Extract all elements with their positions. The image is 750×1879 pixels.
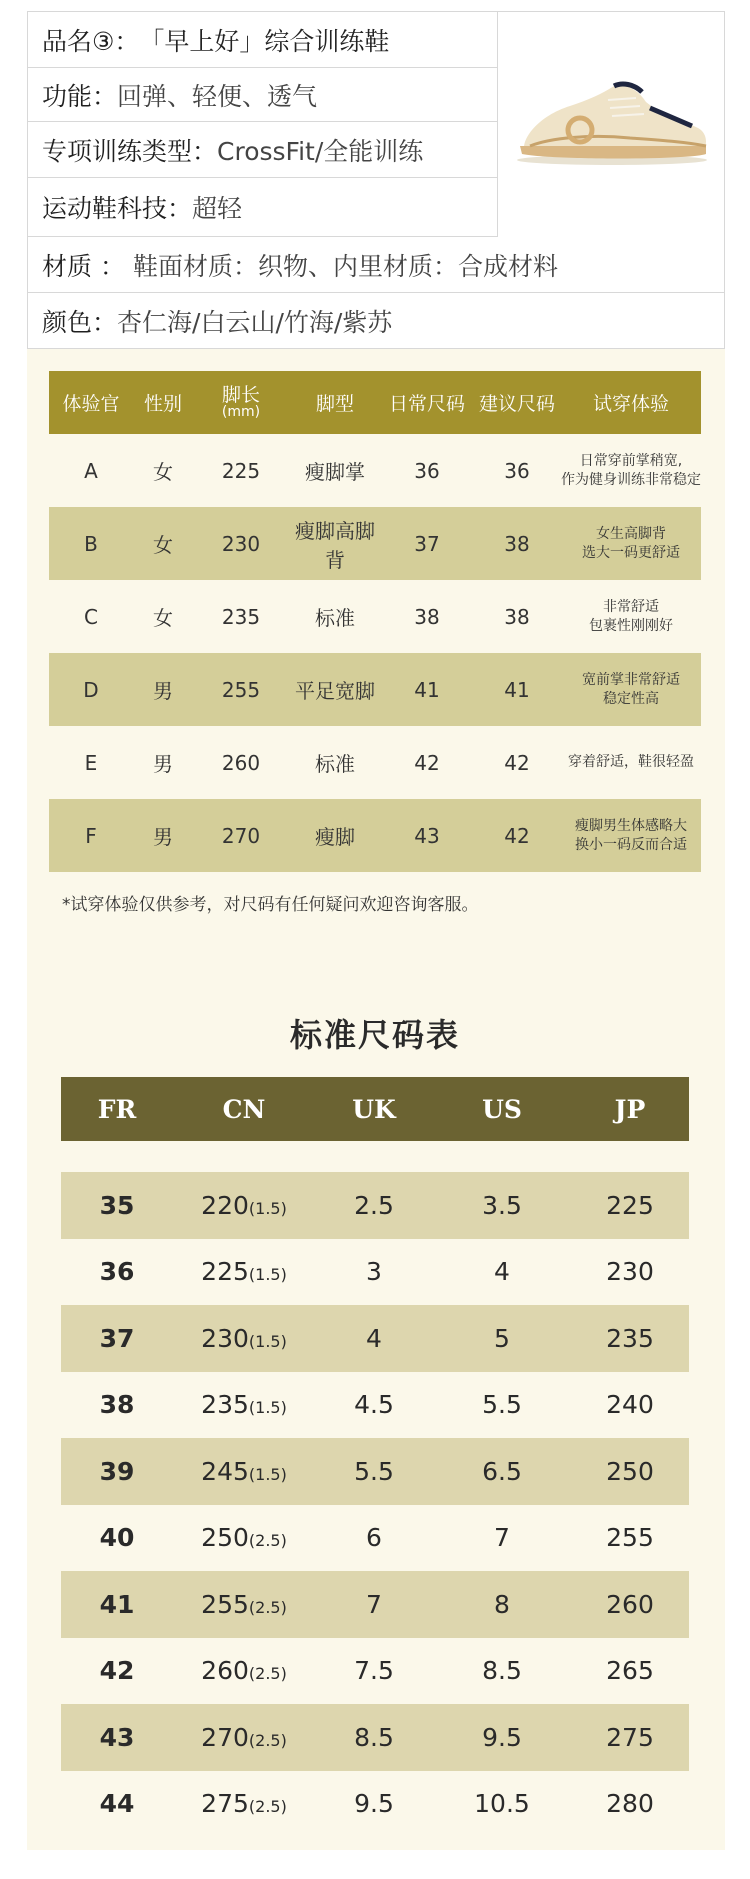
header-foot-type: 脚型 [315,393,354,415]
cn-sub: (2.5) [248,1531,287,1551]
cn-sub: (1.5) [248,1198,287,1218]
trial-row [49,799,701,872]
gender-cell: 男 [153,825,173,849]
function-value: 回弹、轻便、透气 [117,81,318,111]
trial-row [49,580,701,653]
header-fr: FR [97,1094,137,1124]
header-foot-length-unit: (mm) [221,404,261,420]
us-cell: 8.5 [482,1656,522,1686]
tester-cell: C [84,604,98,629]
uk-cell: 3 [366,1257,382,1287]
trial-table [49,371,701,872]
size-row [61,1172,689,1239]
header-tester: 体验官 [62,393,120,415]
experience-cell [561,525,701,563]
cn-value: 220 [201,1190,249,1220]
foot-type-cell: 瘦脚掌 [305,460,365,484]
size-table-header [61,1077,689,1141]
cn-value: 225 [201,1257,249,1287]
function-row [28,68,498,122]
cn-value: 235 [201,1390,249,1420]
experience-cell [561,598,701,636]
header-us: US [482,1094,522,1124]
size-row [61,1638,689,1705]
experience-line: 女生高脚背 [596,525,666,542]
product-info-card [27,11,725,349]
suggested-size-cell: 42 [504,823,530,848]
uk-cell: 2.5 [354,1190,394,1220]
cn-cell [173,1457,315,1486]
cn-cell [173,1390,315,1419]
daily-size-cell: 38 [414,604,440,629]
trial-row [49,507,701,580]
experience-line: 作为健身训练非常稳定 [561,471,701,488]
product-name-value: 「早上好」综合训练鞋 [139,26,390,56]
foot-type-cell: 平足宽脚 [295,679,375,703]
us-cell: 9.5 [482,1722,522,1752]
shoe-illustration [510,80,715,170]
jp-cell: 280 [606,1789,654,1819]
cn-value: 255 [201,1589,249,1619]
training-type-label: 专项训练类型： [42,136,218,166]
length-cell: 255 [221,677,261,702]
cn-value: 245 [201,1456,249,1486]
us-cell: 10.5 [474,1789,530,1819]
jp-cell: 260 [606,1589,654,1619]
us-cell: 3.5 [482,1190,522,1220]
tech-value: 超轻 [192,194,243,223]
product-name-row [28,12,498,68]
cn-sub: (1.5) [248,1398,287,1418]
fr-cell: 40 [99,1523,135,1553]
foot-type-cell: 瘦脚 [315,825,355,849]
header-suggested-size: 建议尺码 [478,393,555,415]
size-row [61,1704,689,1771]
us-cell: 5 [494,1323,510,1353]
header-daily-size: 日常尺码 [388,393,465,415]
color-row [28,293,724,349]
tester-cell: B [84,531,98,556]
experience-line: 日常穿前掌稍宽, [579,452,683,469]
length-cell: 225 [221,458,261,483]
foot-type-cell: 标准 [315,752,355,776]
jp-cell: 225 [606,1190,654,1220]
daily-size-cell: 37 [414,531,440,556]
cn-value: 250 [201,1523,249,1553]
uk-cell: 5.5 [354,1456,394,1486]
cn-sub: (1.5) [248,1331,287,1351]
cn-sub: (2.5) [248,1730,287,1750]
cn-sub: (2.5) [248,1664,287,1684]
length-cell: 230 [221,531,261,556]
header-experience: 试穿体验 [592,393,669,415]
experience-cell [561,671,701,709]
trial-row [49,434,701,507]
foot-type-cell: 瘦脚高脚背 [295,518,375,572]
fr-cell: 44 [99,1789,135,1819]
header-cn: CN [222,1094,266,1124]
daily-size-cell: 43 [414,823,440,848]
size-table-title: 标准尺码表 [289,1016,460,1054]
header-foot-length [193,385,289,420]
material-row [28,237,724,293]
cn-cell [173,1257,315,1286]
daily-size-cell: 42 [414,750,440,775]
uk-cell: 9.5 [354,1789,394,1819]
training-type-row [28,122,498,178]
experience-cell [561,753,701,772]
jp-cell: 250 [606,1456,654,1486]
uk-cell: 7 [366,1589,382,1619]
fr-cell: 39 [99,1456,135,1486]
uk-cell: 4.5 [354,1390,394,1420]
cn-sub: (1.5) [248,1464,287,1484]
tech-row [28,178,498,237]
size-row [61,1438,689,1505]
jp-cell: 235 [606,1323,654,1353]
size-row [61,1305,689,1372]
daily-size-cell: 36 [414,458,440,483]
cn-cell [173,1723,315,1752]
gender-cell: 女 [153,460,173,484]
cn-value: 275 [201,1789,249,1819]
gender-cell: 男 [153,752,173,776]
experience-cell [561,452,701,490]
experience-line: 瘦脚男生体感略大 [575,817,687,834]
us-cell: 5.5 [482,1390,522,1420]
tester-cell: A [84,458,98,483]
daily-size-cell: 41 [414,677,440,702]
tester-cell: D [83,677,99,702]
fr-cell: 42 [99,1656,135,1686]
jp-cell: 255 [606,1523,654,1553]
experience-line: 选大一码更舒适 [582,544,680,561]
material-value: 鞋面材质：织物、内里材质：合成材料 [132,251,558,281]
gender-cell: 女 [153,533,173,557]
shoe-image [499,12,726,237]
experience-line: 换小一码反而合适 [575,836,687,853]
fr-cell: 38 [99,1390,135,1420]
experience-line: 非常舒适 [603,598,659,615]
fr-cell: 35 [99,1190,135,1220]
tester-cell: F [85,823,97,848]
cn-sub: (1.5) [248,1265,287,1285]
jp-cell: 265 [606,1656,654,1686]
cn-value: 260 [201,1656,249,1686]
jp-cell: 275 [606,1722,654,1752]
header-uk: UK [352,1094,396,1124]
cn-cell [173,1590,315,1619]
cn-cell [173,1191,315,1220]
cn-value: 230 [201,1323,249,1353]
uk-cell: 7.5 [354,1656,394,1686]
experience-line: 宽前掌非常舒适 [582,671,680,688]
uk-cell: 8.5 [354,1722,394,1752]
jp-cell: 240 [606,1390,654,1420]
material-label: 材质 ： [42,251,125,281]
cn-cell [173,1656,315,1685]
size-table-body [61,1172,689,1837]
color-label: 颜色： [42,308,118,337]
uk-cell: 6 [366,1523,382,1553]
header-jp: JP [614,1094,646,1124]
suggested-size-cell: 41 [504,677,530,702]
suggested-size-cell: 38 [504,531,530,556]
cn-cell [173,1789,315,1818]
trial-row [49,653,701,726]
fr-cell: 36 [99,1257,135,1287]
experience-cell [561,817,701,855]
us-cell: 4 [494,1257,510,1287]
gender-cell: 男 [153,679,173,703]
jp-cell: 230 [606,1257,654,1287]
color-value: 杏仁海/白云山/竹海/紫苏 [117,308,393,337]
tech-label: 运动鞋科技： [42,194,193,223]
cn-value: 270 [201,1722,249,1752]
tester-cell: E [84,750,98,775]
header-foot-length-label: 脚长 [221,384,260,406]
us-cell: 6.5 [482,1456,522,1486]
us-cell: 8 [494,1589,510,1619]
fr-cell: 41 [99,1589,135,1619]
function-label: 功能： [42,81,118,111]
length-cell: 270 [221,823,261,848]
cn-cell [173,1324,315,1353]
trial-table-header [49,371,701,434]
trial-note: *试穿体验仅供参考，对尺码有任何疑问欢迎咨询客服。 [62,895,479,915]
cn-sub: (2.5) [248,1797,287,1817]
suggested-size-cell: 42 [504,750,530,775]
experience-line: 穿着舒适，鞋很轻盈 [568,754,694,770]
cn-sub: (2.5) [248,1597,287,1617]
size-row [61,1372,689,1439]
header-gender: 性别 [143,393,182,415]
size-row [61,1771,689,1838]
trial-row [49,726,701,799]
size-row [61,1571,689,1638]
foot-type-cell: 标准 [315,606,355,630]
fr-cell: 37 [99,1323,135,1353]
size-row [61,1505,689,1572]
experience-line: 稳定性高 [603,690,659,707]
suggested-size-cell: 36 [504,458,530,483]
gender-cell: 女 [153,606,173,630]
length-cell: 260 [221,750,261,775]
cn-cell [173,1523,315,1552]
product-name-label: 品名③： [42,26,140,56]
size-row [61,1239,689,1306]
fr-cell: 43 [99,1722,135,1752]
training-type-value: CrossFit/全能训练 [217,136,424,166]
length-cell: 235 [221,604,261,629]
experience-line: 包裹性刚刚好 [589,617,673,634]
us-cell: 7 [494,1523,510,1553]
uk-cell: 4 [366,1323,382,1353]
suggested-size-cell: 38 [504,604,530,629]
